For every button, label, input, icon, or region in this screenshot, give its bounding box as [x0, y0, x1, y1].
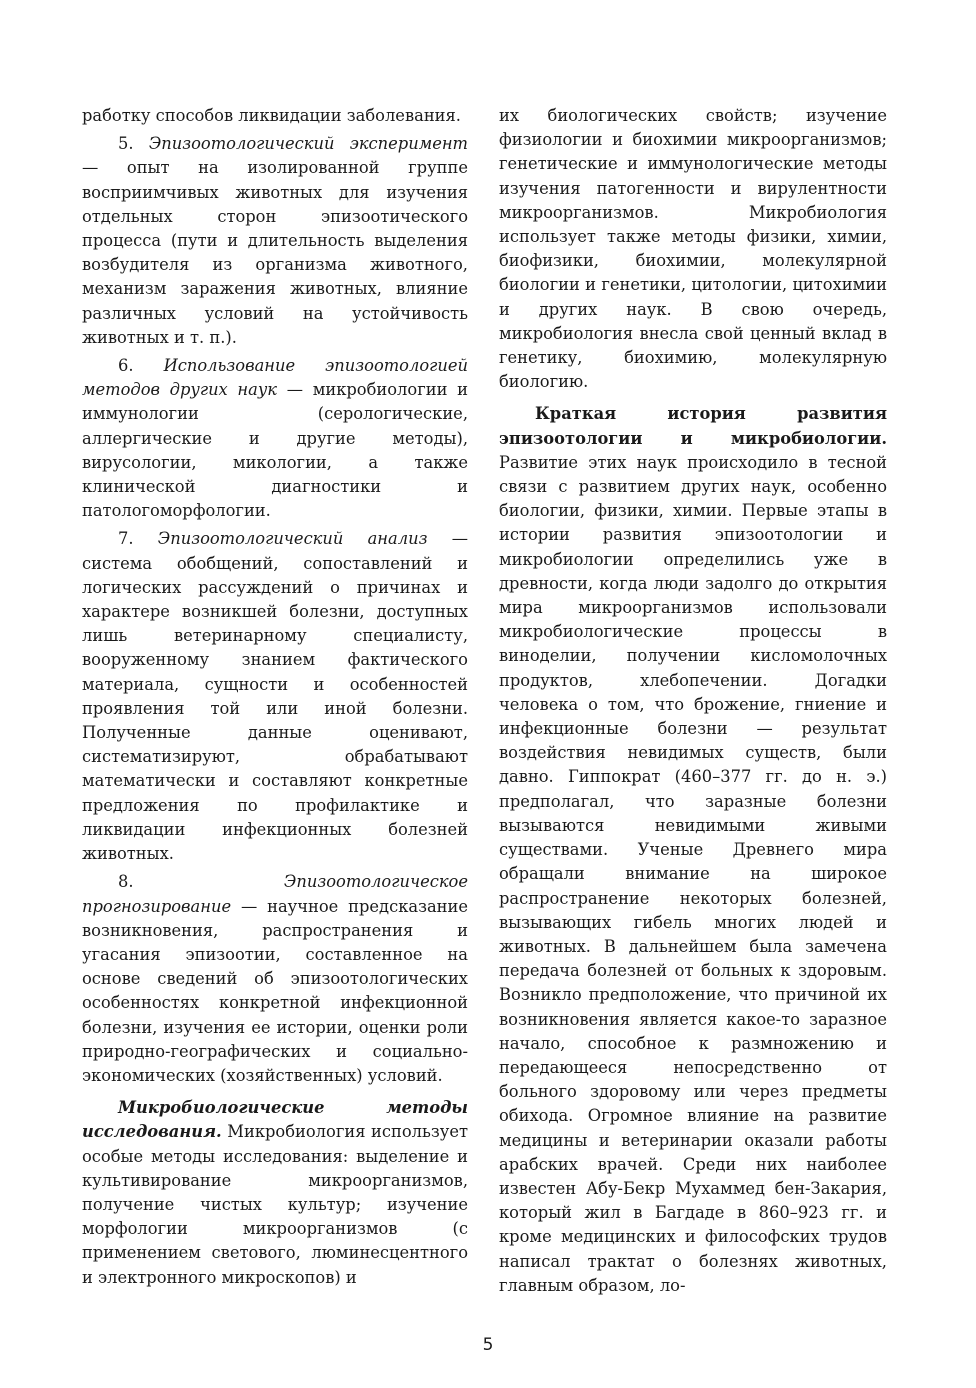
paragraph-text: — научное предсказание возникновения, распространения и угасания эпизоотии, составленное на основе сведений об эпизоотологических особенностях конкретной инфекционной болезни, изучения ее истории, оценки роли природно-географических и социально-экономических (хозяйственных) условий.	[82, 896, 468, 1085]
paragraph-text: — опыт на изолированной группе восприимчивых животных для изучения отдельных сторон эпизоотического процесса (пути и длительность выделения возбудителя из организма животного, механизм заражения животных, влияние различных условий на устойчивость животных и т. п.).	[82, 158, 468, 347]
paragraph-text: Развитие этих наук происходило в тесной связи с развитием других наук, особенно биологии, физики, химии. Первые этапы в истории развития эпизоотологии и микробиологии определились уже в древности, когда люди задолго до открытия мира микроорганизмов использовали микробиологические процессы в виноделии, получении кисломолочных продуктов, хлебопечении. Догадки человека о том, что брожение, гниение и инфекционные болезни — результат воздействия невидимых существ, были давно. Гиппократ (460–377 гг. до н. э.) предполагал, что заразные болезни вызываются невидимыми живыми существами. Ученые Древнего мира обращали внимание на широкое распространение некоторых болезней, вызывающих гибель многих людей и животных. В дальнейшем была замечена передача болезней от больных к здоровым. Возникло предположение, что причиной их возникновения является какое-то заразное начало, способное к размножению и передающееся непосредственно от больного здоровому или через предметы обихода. Огромное влияние на развитие медицины и ветеринарии оказали работы арабских врачей. Среди них наиболее известен Абу-Бекр Мухаммед бен-Закария, который жил в Багдаде в 860–923 гг. и кроме медицинских и философских трудов написал трактат о болезнях животных, главным образом, ло-	[499, 452, 887, 1295]
paragraph	[82, 527, 468, 866]
italic-term: Эпизоотологический анализ	[157, 529, 428, 549]
paragraph-text: — система обобщений, сопоставлений и логических рассуждений о причинах и характере возникшей болезни, доступных лишь ветеринарному специалисту, вооруженному знанием фактического материала, сущности и особенностей проявления той или иной болезни. Полученные данные оценивают, систематизируют, обрабатывают математически и составляют конкретные предложения по профилактике и ликвидации инфекционных болезней животных.	[82, 529, 468, 864]
paragraph-text: работку способов ликвидации заболевания.	[82, 106, 461, 125]
section-heading: Краткая история развития эпизоотологии и микробиологии.	[499, 404, 887, 448]
item-number: 5.	[118, 134, 149, 154]
italic-term: Эпизоотологическое прогнозирование	[82, 872, 468, 916]
item-number: 8.	[118, 872, 284, 892]
paragraph-text: Микробиология использует особые методы исследования: выделение и культивирование микроорганизмов, получение чистых культур; изучение морфологии микроорганизмов (с применением светового, люминесцентного и электронного микроскопов) и	[82, 1122, 468, 1287]
paragraph	[82, 132, 468, 350]
paragraph	[82, 104, 468, 128]
paragraph	[499, 104, 887, 394]
right-column	[499, 104, 887, 1298]
item-number: 6.	[118, 356, 164, 376]
paragraph-text: их биологических свойств; изучение физиологии и биохимии микроорганизмов; генетические и иммунологические методы изучения патогенности и вирулентности микроорганизмов. Микробиология использует также методы физики, химии, биофизики, биохимии, молекулярной биологии и генетики, цитологии, цитохимии и других наук. В свою очередь, микробиология внесла свой ценный вклад в генетику, биохимию, молекулярную биологию.	[499, 106, 887, 392]
paragraph	[82, 354, 468, 523]
page-number: 5	[482, 1335, 494, 1355]
paragraph-text: — микробиологии и иммунологии (серологические, аллергические и другие методы), вирусологии, микологии, а также клинической диагностики и патологоморфологии.	[82, 380, 468, 521]
paragraph	[82, 870, 468, 1088]
item-number: 7.	[118, 529, 158, 549]
paragraph	[82, 1096, 468, 1290]
italic-term: Эпизоотологический эксперимент	[148, 134, 468, 154]
left-column	[82, 104, 468, 1290]
paragraph	[499, 402, 887, 1298]
section-heading: Микробиологические методы исследования.	[82, 1098, 468, 1142]
italic-term: Использование эпизоотологией методов других наук	[82, 356, 468, 400]
